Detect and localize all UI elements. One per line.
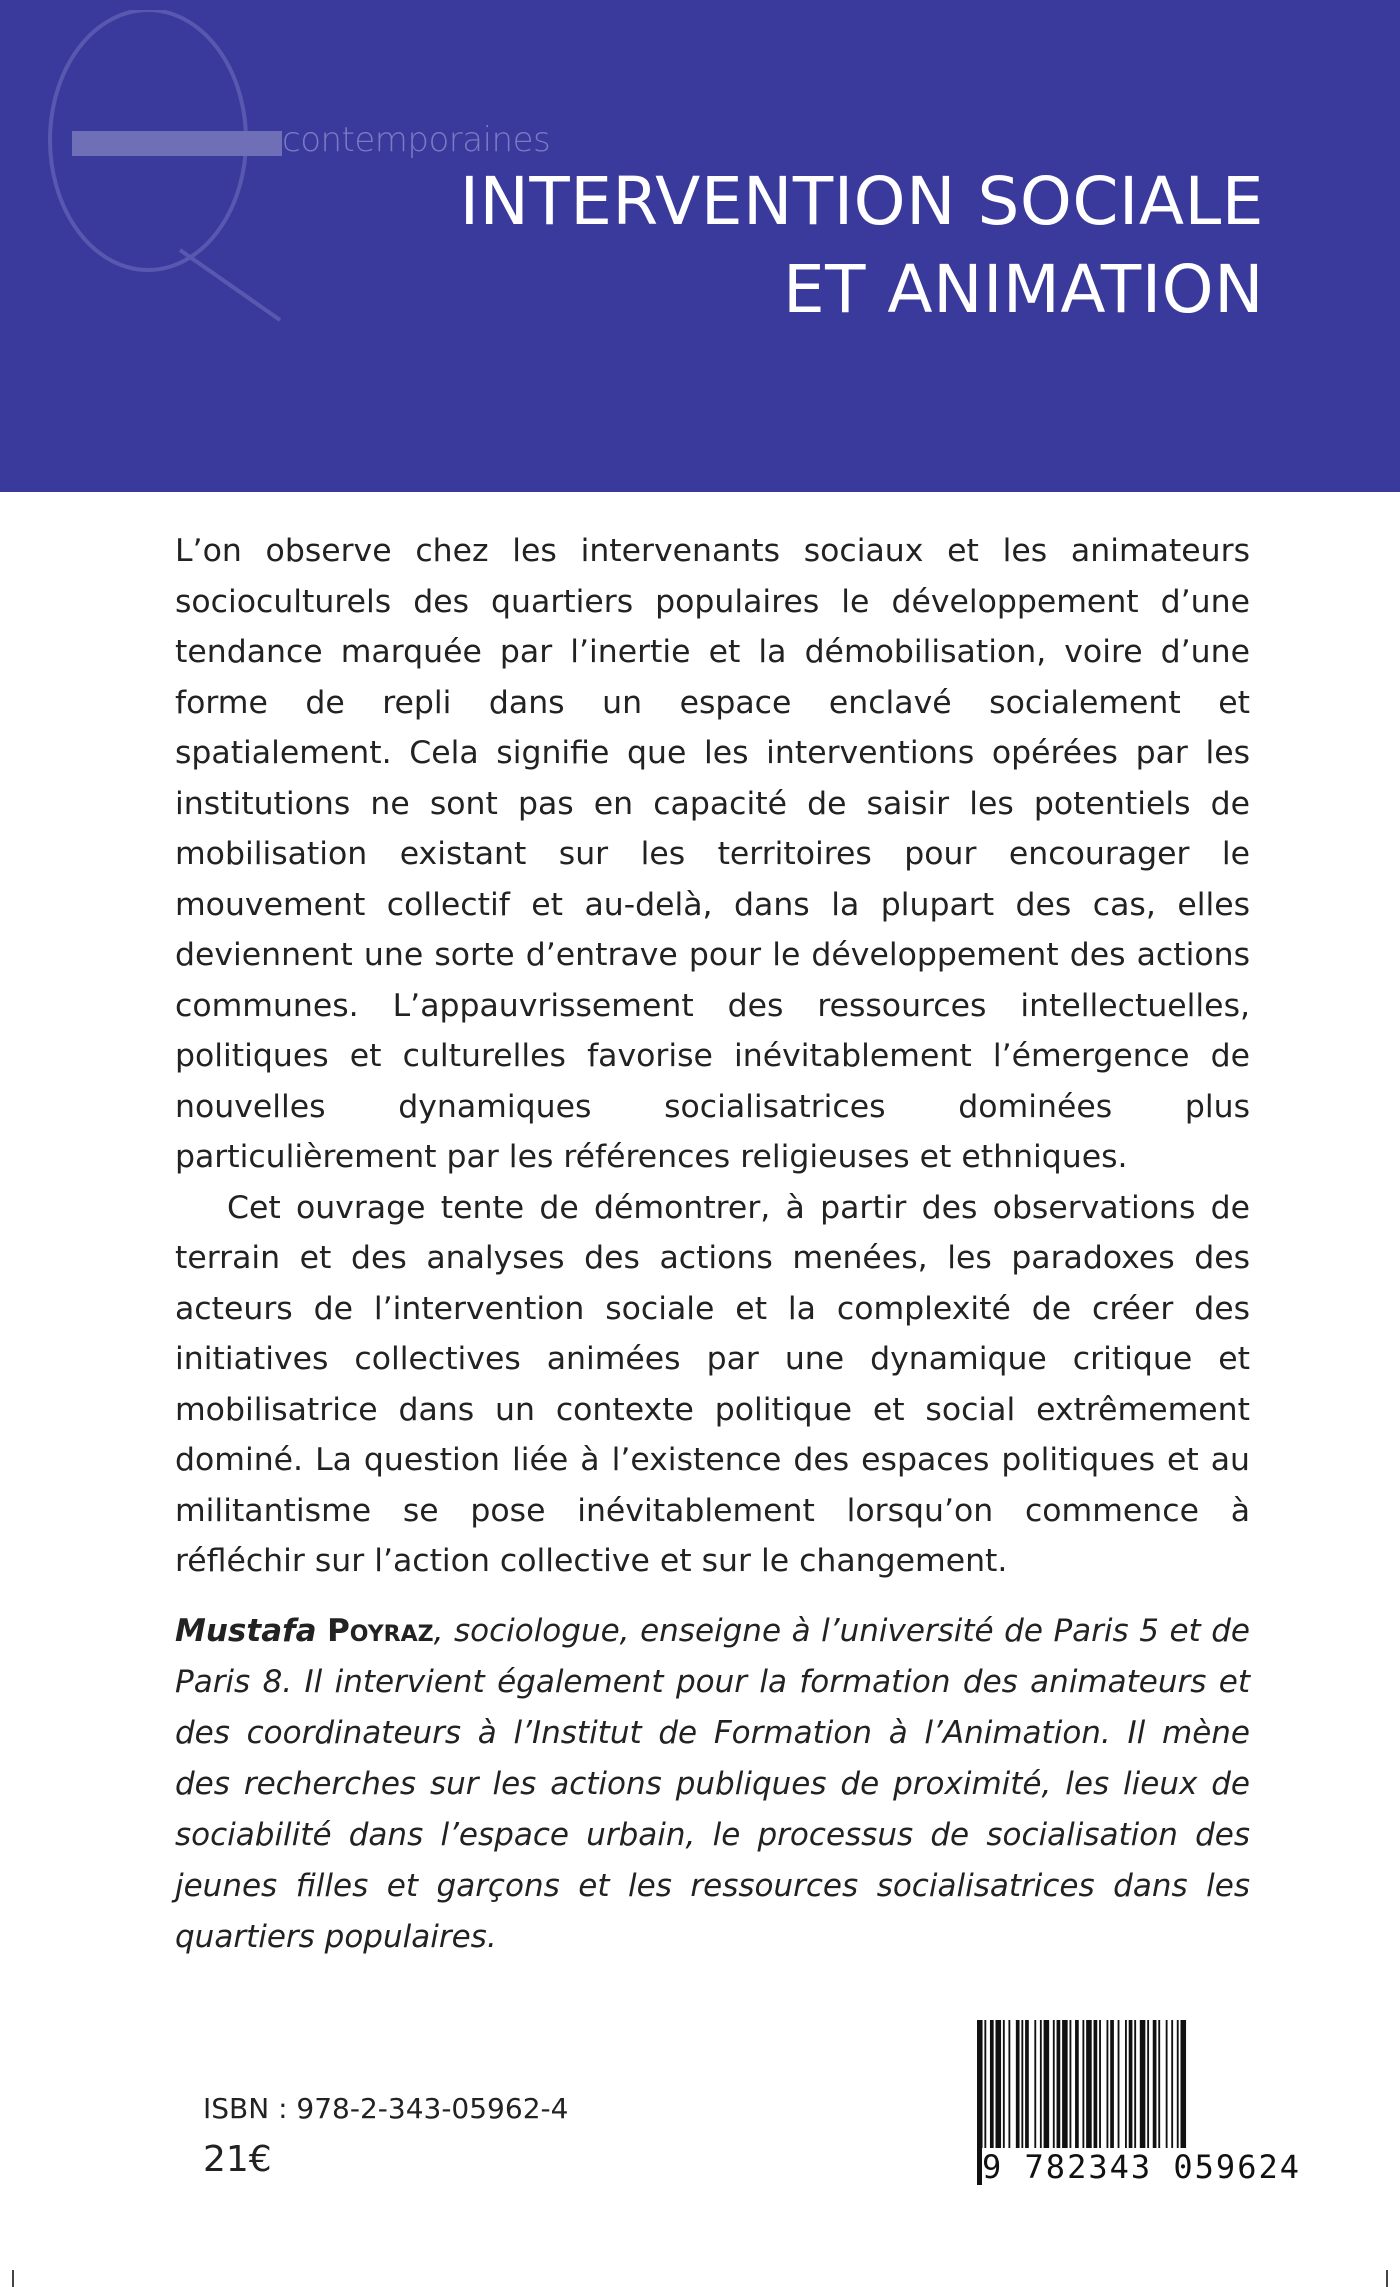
series-bar	[72, 131, 282, 156]
series-label: contemporaines	[282, 120, 551, 160]
author-last-name: Poyraz	[327, 1613, 434, 1649]
q-logo-icon	[30, 10, 290, 330]
title-line-1: INTERVENTION SOCIALE	[459, 163, 1264, 240]
barcode-digits: 9 782343 059624	[982, 2148, 1301, 2186]
crop-mark-bottom-left	[12, 2270, 14, 2287]
author-bio-text: , sociologue, enseigne à l’université de Paris 5 et de Paris 8. Il intervient également pour la formation des animateurs et des coordinateurs à l’Institut de Formation à l’Animation. Il mène des recherches sur les actions publiques de proximité, les lieux de sociabilité dans l’espace urbain, le processus de socialisation des jeunes filles et garçons et les ressources socialisatrices dans les quartiers populaires.	[175, 1613, 1250, 1955]
title-line-2: ET ANIMATION	[782, 251, 1264, 328]
blurb	[175, 526, 1250, 1587]
author-bio	[175, 1606, 1250, 1963]
crop-mark-bottom-right	[1386, 2270, 1388, 2287]
book-title	[460, 158, 1264, 334]
blurb-paragraph-1: L’on observe chez les intervenants sociaux et les animateurs socioculturels des quartiers populaires le développement d’une tendance marquée par l’inertie et la démobilisation, voire d’une forme de repli dans un espace enclavé socialement et spatialement. Cela signifie que les interventions opérées par les institutions ne sont pas en capacité de saisir les potentiels de mobilisation existant sur les territoires pour encourager le mouvement collectif et au-delà, dans la plupart des cas, elles deviennent une sorte d’entrave pour le développement des actions communes. L’appauvrissement des ressources intellectuelles, politiques et culturelles favorise inévitablement l’émergence de nouvelles dynamiques socialisatrices dominées plus particulièrement par les références religieuses et ethniques.	[175, 533, 1250, 1175]
cover-header	[0, 0, 1400, 492]
blurb-paragraph-2: Cet ouvrage tente de démontrer, à partir des observations de terrain et des analyses des actions menées, les paradoxes des acteurs de l’intervention sociale et la complexité de créer des initiatives collectives animées par une dynamique critique et mobilisatrice dans un contexte politique et social extrêmement dominé. La question liée à l’existence des espaces politiques et au militantisme se pose inévitablement lorsqu’on commence à réfléchir sur l’action collective et sur le changement.	[175, 1189, 1250, 1579]
author-first-name: Mustafa	[175, 1613, 317, 1649]
isbn: ISBN : 978-2-343-05962-4	[203, 2092, 569, 2125]
price: 21€	[203, 2139, 272, 2180]
